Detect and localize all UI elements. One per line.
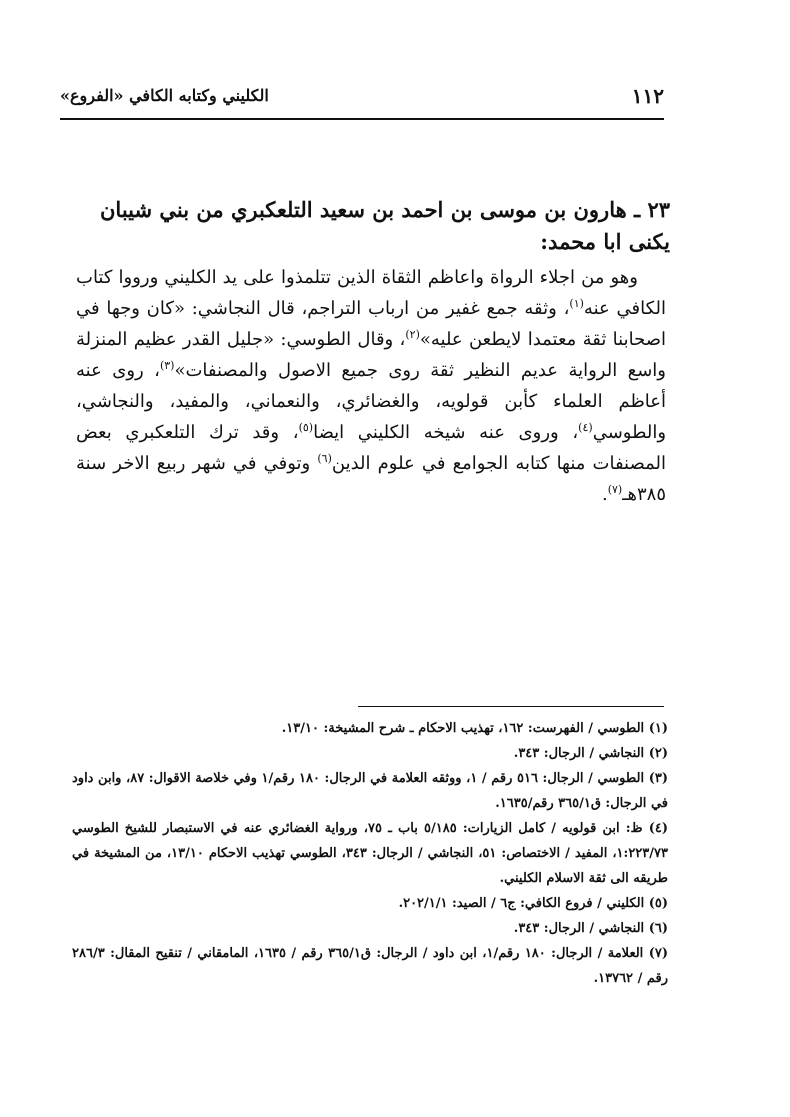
body-text-segment: وهو من اجلاء الرواة واعاظم الثقاة الذين تتلمذوا على يد الكليني ورووا كتاب الكافي عنه bbox=[76, 267, 666, 319]
footnote-6: (٦) النجاشي / الرجال: ٣٤٣. bbox=[513, 921, 668, 936]
footnote-4: (٤) ظ: ابن قولويه / كامل الزيارات: ٥/١٨٥ باب ـ ٧٥، ورواية الغضائري عنه في الاستبصار للشيخ الطوسي ١:٢٢٣/٧٣، المفيد / الاختصاص: ٥١، النجاشي / الرجال: ٣٤٣، الطوسي تهذيب الاحكام ١٣/١٠، من المشيخة في طريقه الى ثقة الاسلام الكليني. bbox=[72, 821, 668, 886]
body-text-segment: ، وثقه جمع غفير من ارباب التراجم، قال النجاشي: «كان وجها في اصحابنا ثقة معتمدا لايطعن عليه» bbox=[76, 298, 666, 350]
running-title: الكليني وكتابه الكافي «الفروع» bbox=[60, 86, 269, 105]
header-divider bbox=[60, 118, 664, 120]
footnote-marker: (٤) bbox=[578, 421, 593, 434]
page-header bbox=[60, 84, 664, 114]
footnote-marker: (٢) bbox=[405, 328, 420, 341]
footnote-divider bbox=[358, 706, 664, 707]
footnote-5: (٥) الكليني / فروع الكافي: ج٦ / الصيد: ٢٠٢/١/١. bbox=[398, 896, 668, 911]
body-text-segment: . bbox=[601, 484, 608, 505]
footnote-marker: (١) bbox=[569, 297, 584, 310]
body-text-segment: ، وقال الطوسي: «جليل القدر عظيم المنزلة واسع الرواية عديم النظير ثقة روى جميع الاصول والمصنفات» bbox=[76, 329, 666, 381]
footnote-marker: (٧) bbox=[607, 483, 623, 496]
footnote-2: (٢) النجاشي / الرجال: ٣٤٣. bbox=[513, 746, 668, 761]
footnote-3: (٣) الطوسي / الرجال: ٥١٦ رقم / ١، ووثقه العلامة في الرجال: ١٨٠ رقم/١ وفي خلاصة الاقوال: ٨٧، وابن داود في الرجال: ق٣٦٥/١ رقم/١٦٣٥. bbox=[72, 771, 669, 811]
footnote-7: (٧) العلامة / الرجال: ١٨٠ رقم/١، ابن داود / الرجال: ق٣٦٥/١ رقم / ١٦٣٥، المامقاني / تنقيح المقال: ٢٨٦/٣ رقم / ١٣٧٦٢. bbox=[72, 946, 668, 986]
footnote-marker: (٦) bbox=[317, 452, 332, 465]
footnotes bbox=[72, 716, 668, 991]
body-paragraph bbox=[76, 262, 666, 510]
body-text-segment: ، روى عنه أعاظم العلماء كأبن قولويه، والغضائري، والنعماني، والمفيد، والنجاشي، والطوسي bbox=[76, 360, 667, 443]
section-heading: ٢٣ ـ هارون بن موسى بن احمد بن سعيد التلعكبري من بني شيبان يكنى ابا محمد: bbox=[100, 197, 670, 254]
body-text-segment: وتوفي في شهر ربيع الاخر سنة ٣٨٥هـ bbox=[76, 453, 666, 505]
body-text-segment: ، وقد ترك التلعكبري بعض المصنفات منها كتابه الجوامع في علوم الدين bbox=[76, 422, 666, 474]
footnote-marker: (٥) bbox=[298, 421, 314, 434]
footnote-1: (١) الطوسي / الفهرست: ١٦٢، تهذيب الاحكام ـ شرح المشيخة: ١٣/١٠. bbox=[281, 721, 668, 736]
body-text-segment: ، وروى عنه شيخه الكليني ايضا bbox=[313, 422, 579, 443]
page-number: ١١٢ bbox=[631, 84, 664, 108]
footnote-marker: (٣) bbox=[159, 359, 175, 372]
